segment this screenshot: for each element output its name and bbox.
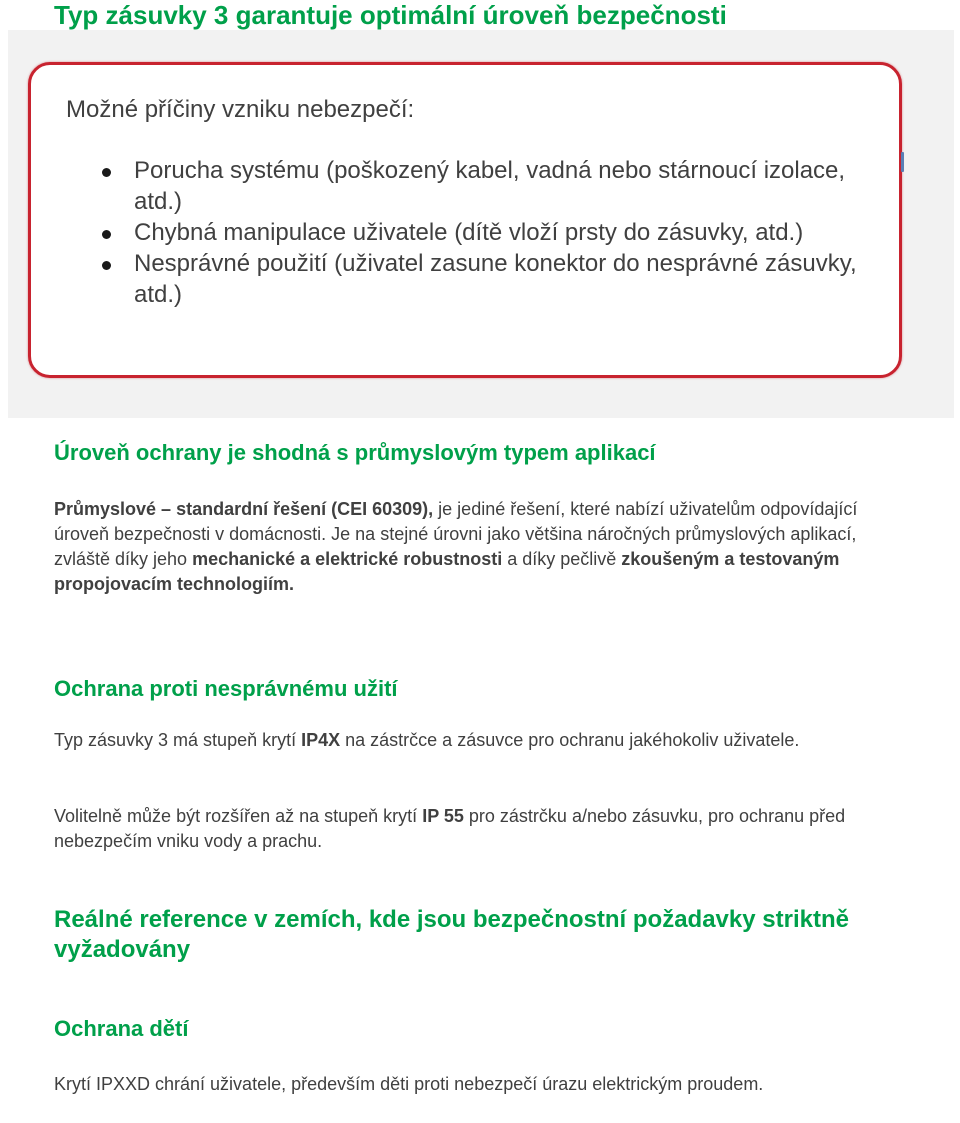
list-item-text: Nesprávné použití (uživatel zasune konektor do nesprávné zásuvky, atd.) [134,250,857,308]
bold-text: Průmyslové – standardní řešení (CEI 60309), [54,499,434,519]
list-item [100,248,860,310]
page-title: Typ zásuvky 3 garantuje optimální úroveň bezpečnosti [54,0,727,30]
list-item-text: Chybná manipulace uživatele (dítě vloží prsty do zásuvky, atd.) [134,219,804,246]
section-heading-protection-level: Úroveň ochrany je shodná s průmyslovým typem aplikací [54,440,656,465]
list-item [100,155,860,217]
section-paragraph-ipxxd: Krytí IPXXD chrání uživatele, především děti proti nebezpečí úrazu elektrickým proudem. [54,1074,764,1094]
body-text: Typ zásuvky 3 má stupeň krytí [54,730,302,750]
section-heading-child-protection: Ochrana dětí [54,1016,189,1041]
section-heading-references: Reálné reference v zemích, kde jsou bezpečnostní požadavky striktně vyžadovány [54,906,849,963]
bullet-icon [102,261,111,270]
bold-text: IP4X [301,730,341,750]
body-text: je jediné řešení, které nabízí uživatelům odpovídající úroveň bezpečnosti v domácnosti. Je na stejné úrovni jako většina náročných průmyslových aplikací, zvláště díky jeho [54,499,858,569]
bold-text: IP 55 [422,806,464,826]
section-paragraph-ip55 [54,804,914,854]
body-text: Volitelně může být rozšířen až na stupeň krytí [54,806,423,826]
list-item-text: Porucha systému (poškozený kabel, vadná nebo stárnoucí izolace, atd.) [134,157,846,215]
callout-title: Možné příčiny vzniku nebezpečí: [66,96,415,123]
bullet-icon [102,168,111,177]
section-heading-misuse: Ochrana proti nesprávnému užití [54,676,398,701]
bullet-icon [102,230,111,239]
body-text: pro zástrčku a/nebo zásuvku, pro ochranu před nebezpečím vniku vody a prachu. [54,806,846,851]
body-text: a díky pečlivě [502,549,622,569]
body-text: na zástrčce a zásuvce pro ochranu jakéhokoliv uživatele. [340,730,800,750]
section-paragraph-industrial [54,497,914,597]
margin-mark [901,152,904,172]
bold-text: zkoušeným a testovaným propojovacím technologiím. [54,549,840,594]
section-paragraph-ip4x [54,728,914,753]
bold-text: mechanické a elektrické robustnosti [192,549,503,569]
list-item [100,217,860,248]
danger-causes-list [100,155,860,310]
